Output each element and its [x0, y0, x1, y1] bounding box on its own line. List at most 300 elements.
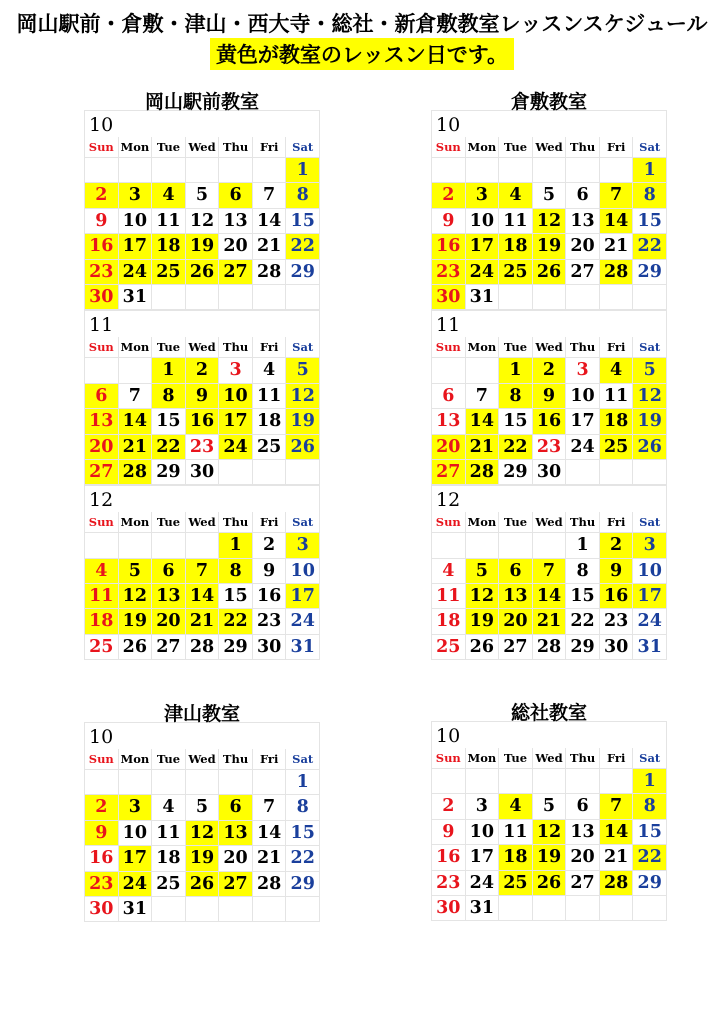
- empty-cell: [253, 770, 287, 795]
- day-cell: 18: [499, 234, 533, 259]
- day-cell: 22: [286, 234, 320, 259]
- day-cell: 19: [533, 845, 567, 870]
- day-cell: 11: [499, 820, 533, 845]
- empty-cell: [432, 158, 466, 183]
- day-cell: 27: [219, 872, 253, 897]
- weekday-header: Fri: [253, 512, 287, 533]
- month-label: 12: [431, 486, 667, 512]
- day-cell: 27: [85, 460, 119, 485]
- empty-cell: [119, 533, 153, 558]
- empty-cell: [186, 770, 220, 795]
- weekday-header: Fri: [600, 748, 634, 769]
- weekday-header: Thu: [219, 337, 253, 358]
- day-cell: 27: [566, 260, 600, 285]
- day-cell: 18: [499, 845, 533, 870]
- month-calendar: [431, 485, 667, 660]
- day-cell: 18: [152, 234, 186, 259]
- month-calendar: [84, 310, 320, 485]
- day-cell: 16: [432, 845, 466, 870]
- classroom-soja: [431, 702, 667, 921]
- day-cell: 17: [633, 584, 667, 609]
- month-calendar: [84, 722, 320, 922]
- empty-cell: [152, 158, 186, 183]
- weekday-header: Wed: [186, 749, 220, 770]
- empty-cell: [499, 533, 533, 558]
- day-cell: 16: [253, 584, 287, 609]
- day-cell: 4: [85, 559, 119, 584]
- day-cell: 29: [633, 871, 667, 896]
- day-cell: 28: [533, 635, 567, 660]
- weekday-header: Sun: [432, 337, 466, 358]
- day-cell: 25: [499, 871, 533, 896]
- empty-cell: [600, 158, 634, 183]
- day-cell: 27: [499, 635, 533, 660]
- month-calendar: [84, 485, 320, 660]
- empty-cell: [566, 158, 600, 183]
- day-cell: 26: [533, 260, 567, 285]
- day-cell: 28: [253, 872, 287, 897]
- day-cell: 22: [219, 609, 253, 634]
- day-cell: 3: [633, 533, 667, 558]
- day-cell: 24: [466, 871, 500, 896]
- day-cell: 6: [566, 794, 600, 819]
- empty-cell: [466, 158, 500, 183]
- empty-cell: [119, 358, 153, 383]
- day-cell: 17: [286, 584, 320, 609]
- day-cell: 5: [633, 358, 667, 383]
- day-cell: 6: [152, 559, 186, 584]
- day-cell: 10: [286, 559, 320, 584]
- day-cell: 20: [566, 845, 600, 870]
- weekday-header: Wed: [533, 137, 567, 158]
- day-cell: 21: [533, 609, 567, 634]
- weekday-header: Wed: [186, 137, 220, 158]
- day-cell: 14: [119, 409, 153, 434]
- empty-cell: [466, 769, 500, 794]
- day-cell: 31: [119, 897, 153, 922]
- weekday-header: Mon: [119, 137, 153, 158]
- day-cell: 31: [119, 285, 153, 310]
- weekday-header: Thu: [566, 748, 600, 769]
- day-cell: 11: [499, 209, 533, 234]
- day-cell: 4: [499, 183, 533, 208]
- day-cell: 6: [219, 795, 253, 820]
- day-cell: 1: [286, 770, 320, 795]
- day-cell: 17: [566, 409, 600, 434]
- day-cell: 27: [432, 460, 466, 485]
- day-cell: 9: [253, 559, 287, 584]
- calendar-grid: [431, 748, 667, 921]
- empty-cell: [499, 896, 533, 921]
- day-cell: 19: [466, 609, 500, 634]
- weekday-header: Sat: [286, 512, 320, 533]
- day-cell: 6: [219, 183, 253, 208]
- day-cell: 23: [85, 872, 119, 897]
- day-cell: 22: [566, 609, 600, 634]
- day-cell: 21: [119, 435, 153, 460]
- day-cell: 8: [286, 183, 320, 208]
- day-cell: 23: [533, 435, 567, 460]
- day-cell: 3: [219, 358, 253, 383]
- weekday-header: Thu: [566, 512, 600, 533]
- empty-cell: [119, 158, 153, 183]
- empty-cell: [152, 533, 186, 558]
- weekday-header: Mon: [466, 137, 500, 158]
- weekday-header: Tue: [499, 337, 533, 358]
- month-calendar: [431, 110, 667, 310]
- day-cell: 15: [499, 409, 533, 434]
- day-cell: 6: [85, 384, 119, 409]
- day-cell: 13: [152, 584, 186, 609]
- day-cell: 8: [286, 795, 320, 820]
- weekday-header: Sun: [432, 748, 466, 769]
- day-cell: 13: [566, 209, 600, 234]
- weekday-header: Mon: [119, 512, 153, 533]
- day-cell: 10: [466, 820, 500, 845]
- day-cell: 9: [432, 820, 466, 845]
- day-cell: 13: [499, 584, 533, 609]
- day-cell: 1: [219, 533, 253, 558]
- day-cell: 25: [499, 260, 533, 285]
- calendar-grid: [84, 512, 320, 660]
- day-cell: 26: [186, 872, 220, 897]
- weekday-header: Sat: [286, 137, 320, 158]
- day-cell: 16: [432, 234, 466, 259]
- empty-cell: [600, 769, 634, 794]
- classroom-title: 津山教室: [163, 703, 240, 725]
- day-cell: 26: [533, 871, 567, 896]
- day-cell: 5: [186, 795, 220, 820]
- day-cell: 21: [253, 846, 287, 871]
- empty-cell: [566, 769, 600, 794]
- empty-cell: [466, 358, 500, 383]
- day-cell: 16: [85, 846, 119, 871]
- page-subtitle: 黄色が教室のレッスン日です。: [210, 38, 514, 70]
- day-cell: 23: [432, 871, 466, 896]
- day-cell: 14: [600, 209, 634, 234]
- month-label: 11: [431, 311, 667, 337]
- day-cell: 2: [600, 533, 634, 558]
- weekday-header: Sun: [432, 137, 466, 158]
- day-cell: 20: [219, 234, 253, 259]
- day-cell: 19: [286, 409, 320, 434]
- day-cell: 15: [152, 409, 186, 434]
- day-cell: 25: [600, 435, 634, 460]
- month-calendar: [431, 310, 667, 485]
- day-cell: 5: [286, 358, 320, 383]
- day-cell: 30: [253, 635, 287, 660]
- weekday-header: Sat: [633, 512, 667, 533]
- empty-cell: [286, 285, 320, 310]
- day-cell: 26: [286, 435, 320, 460]
- day-cell: 11: [253, 384, 287, 409]
- day-cell: 14: [253, 209, 287, 234]
- day-cell: 26: [633, 435, 667, 460]
- empty-cell: [253, 460, 287, 485]
- empty-cell: [533, 769, 567, 794]
- day-cell: 24: [286, 609, 320, 634]
- day-cell: 24: [119, 872, 153, 897]
- day-cell: 30: [432, 285, 466, 310]
- day-cell: 31: [286, 635, 320, 660]
- day-cell: 20: [566, 234, 600, 259]
- classroom-title: 倉敷教室: [510, 91, 587, 113]
- empty-cell: [633, 460, 667, 485]
- day-cell: 31: [633, 635, 667, 660]
- day-cell: 26: [119, 635, 153, 660]
- day-cell: 31: [466, 285, 500, 310]
- day-cell: 10: [466, 209, 500, 234]
- empty-cell: [286, 460, 320, 485]
- day-cell: 17: [466, 845, 500, 870]
- empty-cell: [566, 285, 600, 310]
- day-cell: 22: [633, 234, 667, 259]
- day-cell: 29: [152, 460, 186, 485]
- day-cell: 15: [633, 209, 667, 234]
- day-cell: 7: [119, 384, 153, 409]
- day-cell: 23: [253, 609, 287, 634]
- day-cell: 20: [432, 435, 466, 460]
- month-label: 10: [431, 111, 667, 137]
- empty-cell: [152, 897, 186, 922]
- day-cell: 25: [152, 872, 186, 897]
- day-cell: 17: [219, 409, 253, 434]
- day-cell: 26: [466, 635, 500, 660]
- day-cell: 5: [466, 559, 500, 584]
- weekday-header: Thu: [219, 137, 253, 158]
- day-cell: 7: [600, 183, 634, 208]
- day-cell: 19: [186, 234, 220, 259]
- day-cell: 30: [85, 285, 119, 310]
- day-cell: 1: [633, 769, 667, 794]
- day-cell: 4: [152, 183, 186, 208]
- day-cell: 12: [533, 209, 567, 234]
- weekday-header: Wed: [533, 337, 567, 358]
- empty-cell: [219, 158, 253, 183]
- day-cell: 15: [633, 820, 667, 845]
- weekday-header: Fri: [253, 337, 287, 358]
- day-cell: 25: [253, 435, 287, 460]
- empty-cell: [219, 460, 253, 485]
- day-cell: 6: [432, 384, 466, 409]
- day-cell: 29: [219, 635, 253, 660]
- weekday-header: Sat: [633, 748, 667, 769]
- day-cell: 21: [600, 234, 634, 259]
- day-cell: 16: [85, 234, 119, 259]
- weekday-header: Sat: [633, 137, 667, 158]
- day-cell: 3: [286, 533, 320, 558]
- weekday-header: Wed: [533, 512, 567, 533]
- day-cell: 14: [600, 820, 634, 845]
- weekday-header: Mon: [466, 748, 500, 769]
- empty-cell: [633, 285, 667, 310]
- empty-cell: [432, 358, 466, 383]
- day-cell: 7: [253, 183, 287, 208]
- calendar-grid: [431, 337, 667, 485]
- day-cell: 13: [219, 209, 253, 234]
- calendar-grid: [431, 137, 667, 310]
- day-cell: 28: [186, 635, 220, 660]
- weekday-header: Sat: [633, 337, 667, 358]
- weekday-header: Wed: [186, 337, 220, 358]
- day-cell: 20: [219, 846, 253, 871]
- day-cell: 24: [219, 435, 253, 460]
- empty-cell: [432, 769, 466, 794]
- day-cell: 19: [533, 234, 567, 259]
- day-cell: 27: [219, 260, 253, 285]
- weekday-header: Tue: [499, 512, 533, 533]
- classroom-title: 総社教室: [510, 702, 587, 724]
- day-cell: 21: [186, 609, 220, 634]
- calendar-grid: [431, 512, 667, 660]
- day-cell: 7: [253, 795, 287, 820]
- day-cell: 4: [253, 358, 287, 383]
- empty-cell: [85, 358, 119, 383]
- day-cell: 11: [85, 584, 119, 609]
- day-cell: 15: [286, 821, 320, 846]
- day-cell: 3: [119, 183, 153, 208]
- day-cell: 1: [499, 358, 533, 383]
- calendar-grid: [84, 337, 320, 485]
- empty-cell: [499, 769, 533, 794]
- weekday-header: Wed: [533, 748, 567, 769]
- day-cell: 27: [566, 871, 600, 896]
- empty-cell: [85, 770, 119, 795]
- day-cell: 21: [466, 435, 500, 460]
- weekday-header: Sun: [85, 337, 119, 358]
- day-cell: 12: [119, 584, 153, 609]
- day-cell: 18: [85, 609, 119, 634]
- day-cell: 28: [466, 460, 500, 485]
- empty-cell: [286, 897, 320, 922]
- empty-cell: [566, 460, 600, 485]
- day-cell: 18: [600, 409, 634, 434]
- day-cell: 2: [186, 358, 220, 383]
- empty-cell: [186, 285, 220, 310]
- day-cell: 8: [633, 183, 667, 208]
- day-cell: 31: [466, 896, 500, 921]
- day-cell: 26: [186, 260, 220, 285]
- day-cell: 2: [85, 795, 119, 820]
- day-cell: 9: [186, 384, 220, 409]
- empty-cell: [219, 285, 253, 310]
- empty-cell: [186, 533, 220, 558]
- day-cell: 19: [119, 609, 153, 634]
- day-cell: 1: [286, 158, 320, 183]
- weekday-header: Tue: [152, 512, 186, 533]
- day-cell: 9: [85, 821, 119, 846]
- day-cell: 10: [566, 384, 600, 409]
- empty-cell: [466, 533, 500, 558]
- day-cell: 17: [466, 234, 500, 259]
- classroom-kurashiki: [431, 91, 667, 660]
- day-cell: 1: [152, 358, 186, 383]
- month-label: 12: [84, 486, 320, 512]
- day-cell: 12: [533, 820, 567, 845]
- day-cell: 3: [119, 795, 153, 820]
- day-cell: 3: [566, 358, 600, 383]
- weekday-header: Sun: [85, 749, 119, 770]
- empty-cell: [186, 897, 220, 922]
- weekday-header: Mon: [119, 337, 153, 358]
- weekday-header: Sun: [85, 137, 119, 158]
- day-cell: 23: [600, 609, 634, 634]
- weekday-header: Fri: [253, 137, 287, 158]
- empty-cell: [533, 158, 567, 183]
- day-cell: 14: [253, 821, 287, 846]
- weekday-header: Sun: [85, 512, 119, 533]
- weekday-header: Fri: [600, 137, 634, 158]
- month-calendar: [431, 721, 667, 921]
- empty-cell: [219, 770, 253, 795]
- day-cell: 17: [119, 234, 153, 259]
- day-cell: 7: [600, 794, 634, 819]
- weekday-header: Tue: [152, 337, 186, 358]
- day-cell: 24: [566, 435, 600, 460]
- weekday-header: Mon: [466, 512, 500, 533]
- day-cell: 8: [633, 794, 667, 819]
- day-cell: 30: [600, 635, 634, 660]
- empty-cell: [253, 897, 287, 922]
- day-cell: 28: [600, 871, 634, 896]
- weekday-header: Thu: [566, 337, 600, 358]
- weekday-header: Sat: [286, 749, 320, 770]
- day-cell: 30: [432, 896, 466, 921]
- weekday-header: Tue: [499, 748, 533, 769]
- day-cell: 8: [219, 559, 253, 584]
- day-cell: 16: [600, 584, 634, 609]
- day-cell: 16: [186, 409, 220, 434]
- empty-cell: [499, 285, 533, 310]
- day-cell: 4: [432, 559, 466, 584]
- day-cell: 15: [286, 209, 320, 234]
- empty-cell: [533, 896, 567, 921]
- day-cell: 13: [219, 821, 253, 846]
- empty-cell: [600, 285, 634, 310]
- day-cell: 3: [466, 183, 500, 208]
- day-cell: 11: [432, 584, 466, 609]
- empty-cell: [152, 770, 186, 795]
- day-cell: 24: [119, 260, 153, 285]
- weekday-header: Mon: [119, 749, 153, 770]
- day-cell: 13: [566, 820, 600, 845]
- day-cell: 7: [533, 559, 567, 584]
- day-cell: 5: [186, 183, 220, 208]
- empty-cell: [152, 285, 186, 310]
- day-cell: 8: [499, 384, 533, 409]
- day-cell: 29: [633, 260, 667, 285]
- weekday-header: Wed: [186, 512, 220, 533]
- day-cell: 30: [186, 460, 220, 485]
- day-cell: 2: [533, 358, 567, 383]
- day-cell: 11: [600, 384, 634, 409]
- day-cell: 29: [499, 460, 533, 485]
- empty-cell: [186, 158, 220, 183]
- day-cell: 10: [219, 384, 253, 409]
- day-cell: 22: [152, 435, 186, 460]
- day-cell: 18: [253, 409, 287, 434]
- weekday-header: Thu: [219, 512, 253, 533]
- day-cell: 22: [633, 845, 667, 870]
- day-cell: 5: [119, 559, 153, 584]
- day-cell: 12: [286, 384, 320, 409]
- weekday-header: Sun: [432, 512, 466, 533]
- month-calendar: [84, 110, 320, 310]
- day-cell: 6: [499, 559, 533, 584]
- day-cell: 4: [152, 795, 186, 820]
- day-cell: 12: [466, 584, 500, 609]
- month-label: 10: [84, 111, 320, 137]
